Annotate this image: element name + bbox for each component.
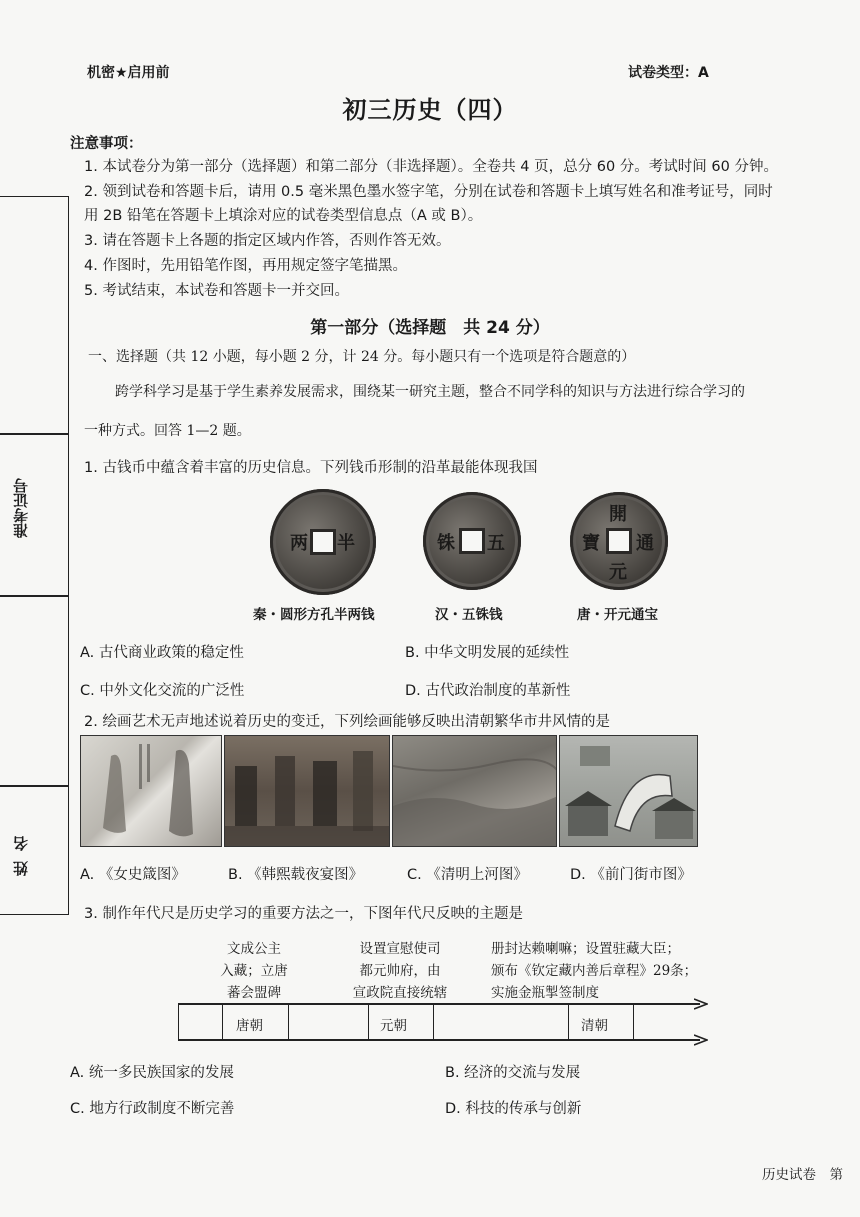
intro-text: 跨学科学习是基于学生素养发展需求，围绕某一研究主题，整合不同学科的知识与方法进行综合学习的 <box>115 384 745 400</box>
part1-title: 第一部分（选择题 共 24 分） <box>310 318 550 338</box>
option-d: D. 《前门街市图》 <box>570 867 692 883</box>
option-a: A. 古代商业政策的稳定性 <box>80 645 244 661</box>
question-3-stem: 3. 制作年代尺是历史学习的重要方法之一，下图年代尺反映的主题是 <box>84 906 523 922</box>
timeline-label-qing: 清朝 <box>581 1018 608 1034</box>
timeline-label-tang: 唐朝 <box>236 1018 263 1034</box>
notice-item: 2. 领到试卷和答题卡后，请用 0.5 毫米黑色墨水签字笔，分别在试卷和答题卡上填写姓名和准考证号，同时 <box>84 184 773 200</box>
coin-caption: 汉・五铢钱 <box>435 607 503 623</box>
notice-item: 4. 作图时，先用铅笔作图，再用规定签字笔描黑。 <box>84 258 407 274</box>
option-d: D. 科技的传承与创新 <box>445 1101 582 1117</box>
question-2-stem: 2. 绘画艺术无声地述说着历史的变迁，下列绘画能够反映出清朝繁华市井风情的是 <box>84 714 610 730</box>
question-1-stem: 1. 古钱币中蕴含着丰富的历史信息。下列钱币形制的沿革最能体现我国 <box>84 460 538 476</box>
timeline-note-qing: 册封达赖喇嘛；设置驻藏大臣； 颁布《钦定藏内善后章程》29条； 实施金瓶掣签制度 <box>491 941 698 1001</box>
option-a: A. 《女史箴图》 <box>80 867 186 883</box>
intro-text: 一种方式。回答 1—2 题。 <box>84 423 251 439</box>
timeline-note-tang: 文成公主 入藏；立唐 蕃会盟碑 <box>220 941 288 1001</box>
coin-wuzhu-image: 铢 五 <box>423 492 521 590</box>
option-c: C. 地方行政制度不断完善 <box>70 1101 235 1117</box>
option-c: C. 《清明上河图》 <box>407 867 528 883</box>
timeline <box>178 1003 708 1043</box>
option-d: D. 古代政治制度的革新性 <box>405 683 571 699</box>
coin-caption: 唐・开元通宝 <box>577 607 658 623</box>
page-title: 初三历史（四） <box>342 95 518 124</box>
timeline-label-yuan: 元朝 <box>380 1018 407 1034</box>
coin-caption: 秦・圆形方孔半两钱 <box>253 607 375 623</box>
notice-item: 5. 考试结束，本试卷和答题卡一并交回。 <box>84 283 349 299</box>
paper-type: 试卷类型：A <box>628 65 709 81</box>
timeline-note-yuan: 设置宣慰使司 都元帅府，由 宣政院直接统辖 <box>352 941 448 1001</box>
notice-item: 1. 本试卷分为第一部分（选择题）和第二部分（非选择题）。全卷共 4 页，总分 60 分。考试时间 60 分钟。 <box>84 159 778 175</box>
confidential-mark: 机密★启用前 <box>87 65 170 81</box>
option-c: C. 中外文化交流的广泛性 <box>80 683 245 699</box>
margin-box-middle <box>0 595 69 787</box>
coin-kaiyuan-image: 開 元 通 寶 <box>570 492 668 590</box>
painting-nushizhen-image <box>80 735 222 847</box>
notice-item: 3. 请在答题卡上各题的指定区域内作答，否则作答无效。 <box>84 233 451 249</box>
option-b: B. 经济的交流与发展 <box>445 1065 581 1081</box>
notice-heading: 注意事项： <box>70 136 143 152</box>
painting-qianmen-image <box>559 735 698 847</box>
notice-item: 用 2B 铅笔在答题卡上填涂对应的试卷类型信息点（A 或 B）。 <box>84 208 483 224</box>
coin-banliang-image: 两 半 <box>270 489 376 595</box>
option-b: B. 中华文明发展的延续性 <box>405 645 570 661</box>
section-heading: 一、选择题（共 12 小题，每小题 2 分，计 24 分。每小题只有一个选项是符合题意的） <box>88 349 636 365</box>
exam-id-label: 准考证号 <box>12 478 30 538</box>
name-label: 姓名 <box>12 826 30 876</box>
option-b: B. 《韩熙载夜宴图》 <box>228 867 364 883</box>
option-a: A. 统一多民族国家的发展 <box>70 1065 234 1081</box>
page-footer: 历史试卷 第 <box>762 1167 843 1183</box>
painting-hanxizai-image <box>224 735 390 847</box>
painting-qingming-image <box>392 735 557 847</box>
